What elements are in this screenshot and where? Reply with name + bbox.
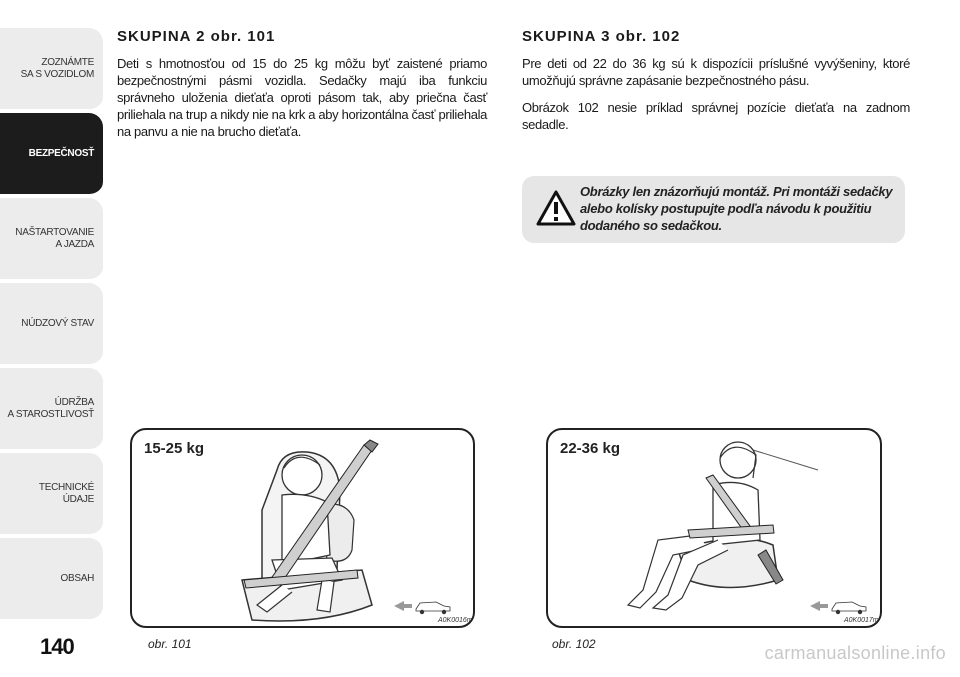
weight-label: 15-25 kg xyxy=(144,440,205,457)
tab-nastartovanie-a-jazda[interactable] xyxy=(0,198,103,281)
car-direction-icon xyxy=(810,601,866,614)
tab-label: NAŠTARTOVANIE A JAZDA xyxy=(15,226,94,250)
tab-label: BEZPEČNOSŤ xyxy=(28,147,94,159)
car-direction-icon xyxy=(394,601,450,614)
watermark: carmanualsonline.info xyxy=(764,643,946,663)
tab-label: TECHNICKÉ ÚDAJE xyxy=(38,481,94,505)
figure-caption-102: obr. 102 xyxy=(552,637,596,651)
figure-102 xyxy=(546,428,882,628)
warning-text: Obrázky len znázorňujú montáž. Pri montáži sedačky alebo kolísky postupujte podľa návodu k použitiu dodaného so sedačkou. xyxy=(580,184,893,233)
tab-label: OBSAH xyxy=(60,572,94,584)
figure-code: A0K0016m xyxy=(438,617,473,624)
child-booster-seat-illustration xyxy=(132,430,475,628)
left-paragraph: Deti s hmotnosťou od 15 do 25 kg môžu byť zaistené priamo bezpečnostnými pásmi vozidla. Sedačky majú iba funkciu správneho uloženia dieťaťa oproti pásom tak, aby priečna časť priliehala na trup a nikdy nie na krk a aby horizontálna časť priliehala na panvu a nie na brucho dieťaťa. xyxy=(117,56,487,139)
warning-triangle-icon xyxy=(536,190,576,226)
right-column xyxy=(522,28,910,143)
tab-label: NÚDZOVÝ STAV xyxy=(21,317,94,329)
weight-label: 22-36 kg xyxy=(560,440,621,457)
tab-nudzovy-stav[interactable] xyxy=(0,283,103,366)
page-number: 140 xyxy=(40,634,74,659)
figure-101 xyxy=(130,428,475,628)
tab-label: ÚDRŽBA A STAROSTLIVOSŤ xyxy=(7,396,94,420)
tab-bezpecnost[interactable] xyxy=(0,113,103,196)
tab-label: ZOZNÁMTE SA S VOZIDLOM xyxy=(20,56,94,80)
section-heading-skupina-3: SKUPINA 3 obr. 102 xyxy=(522,28,681,45)
tab-technicke-udaje[interactable] xyxy=(0,453,103,536)
tab-obsah[interactable] xyxy=(0,538,103,621)
warning-box xyxy=(522,176,905,243)
tab-udrzba-a-starostlivost[interactable] xyxy=(0,368,103,451)
figure-caption-101: obr. 101 xyxy=(148,637,192,651)
figure-code: A0K0017m xyxy=(844,617,879,624)
tab-zoznamte-sa-s-vozidlom[interactable] xyxy=(0,28,103,111)
right-paragraph-2: Obrázok 102 nesie príklad správnej pozície dieťaťa na zadnom sedadle. xyxy=(522,100,910,132)
child-booster-cushion-illustration xyxy=(548,430,882,628)
section-heading-skupina-2: SKUPINA 2 obr. 101 xyxy=(117,28,276,45)
left-column xyxy=(117,28,487,150)
right-paragraph-1: Pre deti od 22 do 36 kg sú k dispozícii príslušné vyvýšeniny, ktoré umožňujú správne zapásanie bezpečnostného pásu. xyxy=(522,56,910,88)
